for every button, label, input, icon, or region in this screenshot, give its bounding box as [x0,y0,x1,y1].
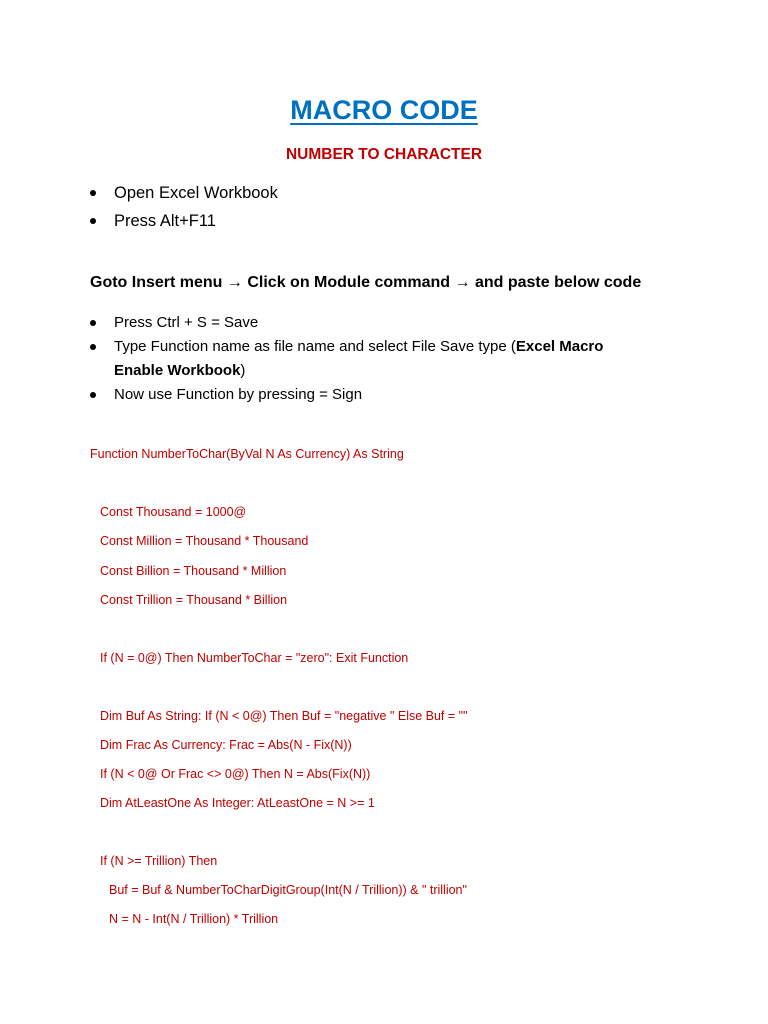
list-item-text: Open Excel Workbook [114,184,278,202]
code-line: Function NumberToChar(ByVal N As Currency) As String [90,447,404,461]
code-line: Dim Frac As Currency: Frac = Abs(N - Fix(N)) [100,738,352,752]
code-line: Buf = Buf & NumberToCharDigitGroup(Int(N / Trillion)) & " trillion" [109,883,467,897]
bullet-icon [90,190,96,196]
list-item-bold-text: Excel Macro Enable Workbook [114,338,604,379]
list-item [90,210,278,238]
code-line: Const Thousand = 1000@ [100,505,247,519]
page-subtitle: NUMBER TO CHARACTER [285,146,483,163]
list-item-text: Press Ctrl + S = Save [114,314,259,331]
steps-list-1 [90,182,278,238]
code-line: Const Billion = Thousand * Million [100,564,287,578]
steps-list-2 [90,311,650,407]
code-line: If (N < 0@ Or Frac <> 0@) Then N = Abs(Fix(N)) [100,767,371,781]
list-item [90,182,278,210]
instruction-part-1: Goto Insert menu [90,274,223,291]
instruction-part-3: and paste below code [474,274,642,291]
instruction-line [90,274,641,292]
list-item-text-suffix: ) [240,362,246,379]
instruction-part-2: Click on Module command [247,274,451,291]
arrow-right-icon: → [454,274,471,291]
bullet-icon [90,320,96,326]
list-item [90,383,650,407]
list-item-text: Now use Function by pressing = Sign [114,386,363,403]
code-line: If (N >= Trillion) Then [100,854,218,868]
bullet-icon [90,344,96,350]
code-line: Const Million = Thousand * Thousand [100,534,309,548]
code-line: Dim AtLeastOne As Integer: AtLeastOne = N >= 1 [100,796,375,810]
bullet-icon [90,392,96,398]
list-item-text: Press Alt+F11 [114,212,216,230]
arrow-right-icon: → [226,274,243,291]
code-line: Const Trillion = Thousand * Billion [100,593,288,607]
code-line: If (N = 0@) Then NumberToChar = "zero": Exit Function [100,651,409,665]
list-item [90,335,650,383]
bullet-icon [90,218,96,224]
code-line: N = N - Int(N / Trillion) * Trillion [109,912,279,926]
code-line: Dim Buf As String: If (N < 0@) Then Buf = "negative " Else Buf = "" [100,709,468,723]
page-title: MACRO CODE [290,95,478,125]
list-item-text: Type Function name as file name and select File Save type ( [114,338,516,355]
list-item [90,311,650,335]
